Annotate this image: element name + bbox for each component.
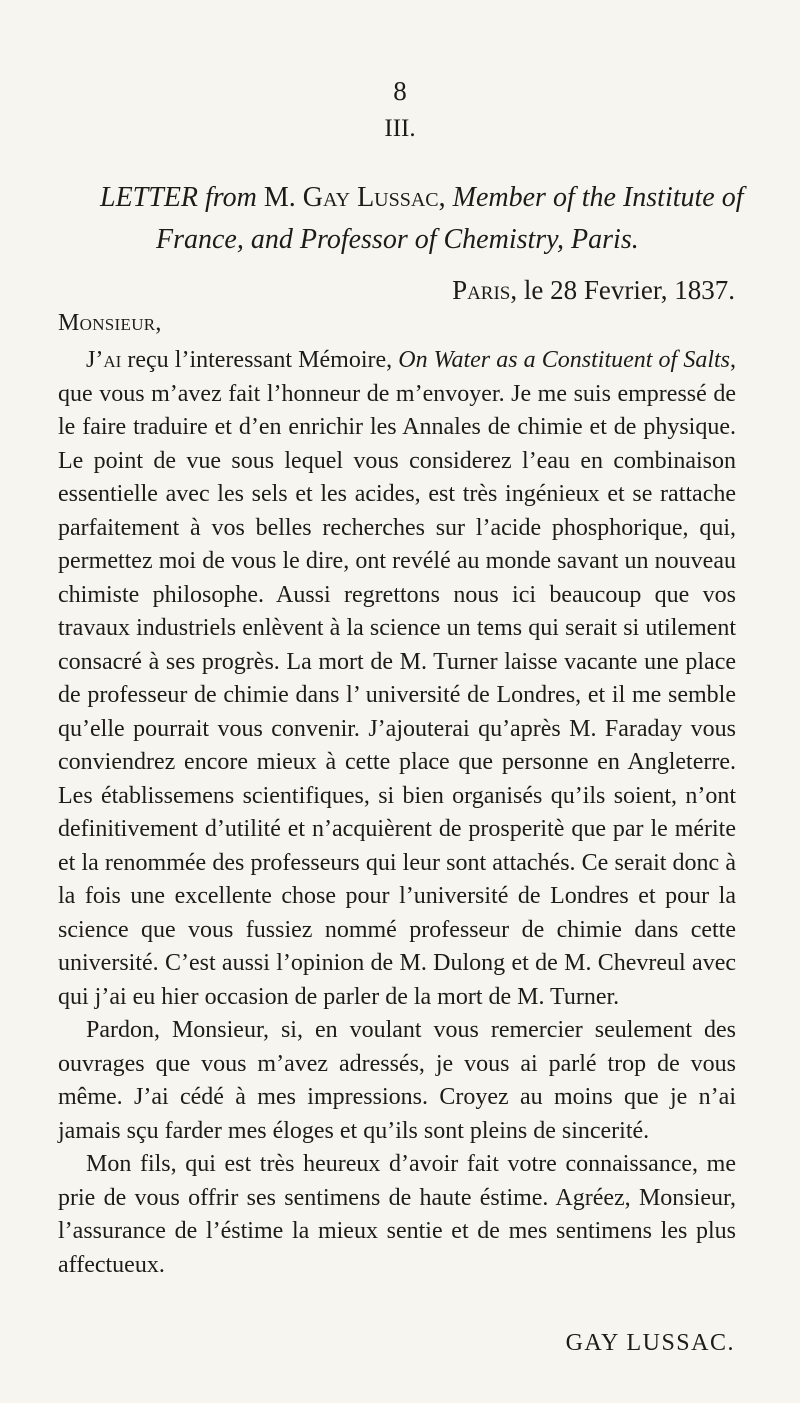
section-number: III. (384, 115, 416, 142)
salutation: Monsieur, (58, 310, 162, 336)
paragraph-1-text-a: reçu l’interessant Mémoire, (121, 347, 399, 373)
paragraph-1 (58, 344, 736, 1014)
title-from: from (198, 182, 257, 213)
title-line-1 (100, 177, 744, 219)
dateline (0, 274, 735, 306)
title-line-2: France, and Professor of Chemistry, Paris. (156, 224, 639, 255)
title-comma: , (438, 182, 453, 213)
title-member: Member of the Institute of (452, 182, 744, 213)
dateline-place: Paris (452, 275, 511, 305)
paragraph-2: Pardon, Monsieur, si, en voulant vous remercier seulement des ouvrages que vous m’avez adressés, je vous ai parlé trop de vous même. J’ai cédé à mes impressions. Croyez au moins que je n’ai jamais sçu farder mes éloges et qu’ils sont pleins de sincerité. (58, 1017, 736, 1144)
paragraph-1-text-b: , que vous m’avez fait l’honneur de m’envoyer. Je me suis empressé de le faire traduire et d’en enrichir les Annales de chimie et de physique. Le point de vue sous lequel vous considerez l’eau en combinaison essentielle avec les sels et les acides, est très ingénieux et se rattache parfaitement à vos belles recherches sur l’acide phosphorique, qui, permettez moi de vous le dire, ont revélé au monde savant un nouveau chimiste philosophe. Aussi regrettons nous ici beaucoup que vos travaux industriels enlèvent à la science un tems qui serait si utilement consacré à ses progrès. La mort de M. Turner laisse vacante une place de professeur de chimie dans l’ université de Londres, et il me semble qu’elle pourrait vous convenir. J’ajouterai qu’après M. Faraday vous conviendrez encore mieux à cette place que personne en Angleterre. Les établissemens scientifiques, si bien organisés qu’ils soient, n’ont definitivement d’utilité et n’acquièrent de prosperitè que par le mérite et la renommée des professeurs qui leur sont attachés. Ce serait donc à la fois une excellente chose pour l’université de Londres et pour la science que vous fussiez nommé professeur de chimie dans cette université. C’est aussi l’opinion de M. Dulong et de M. Chevreul avec qui j’ai eu hier occasion de parler de la mort de M. Turner. (58, 347, 736, 1010)
memoir-title: On Water as a Constituent of Salts (398, 347, 730, 373)
dateline-date: , le 28 Fevrier, 1837. (510, 275, 735, 305)
paragraph-1-opening: J’ai (86, 347, 122, 373)
paragraph-3: Mon fils, qui est très heureux d’avoir fait votre connaissance, me prie de vous offrir ses sentimens de haute éstime. Agréez, Monsieur, l’assurance de l’éstime la mieux sentie et de mes sentimens les plus affectueux. (58, 1151, 736, 1278)
signature: GAY LUSSAC. (565, 1330, 735, 1356)
page-number: 8 (393, 76, 407, 106)
title-letter-word: LETTER (100, 182, 199, 213)
title-m: M. (256, 182, 303, 213)
letter-body (58, 344, 736, 1282)
letter-title (100, 177, 744, 261)
title-author: Gay Lussac (302, 182, 439, 213)
